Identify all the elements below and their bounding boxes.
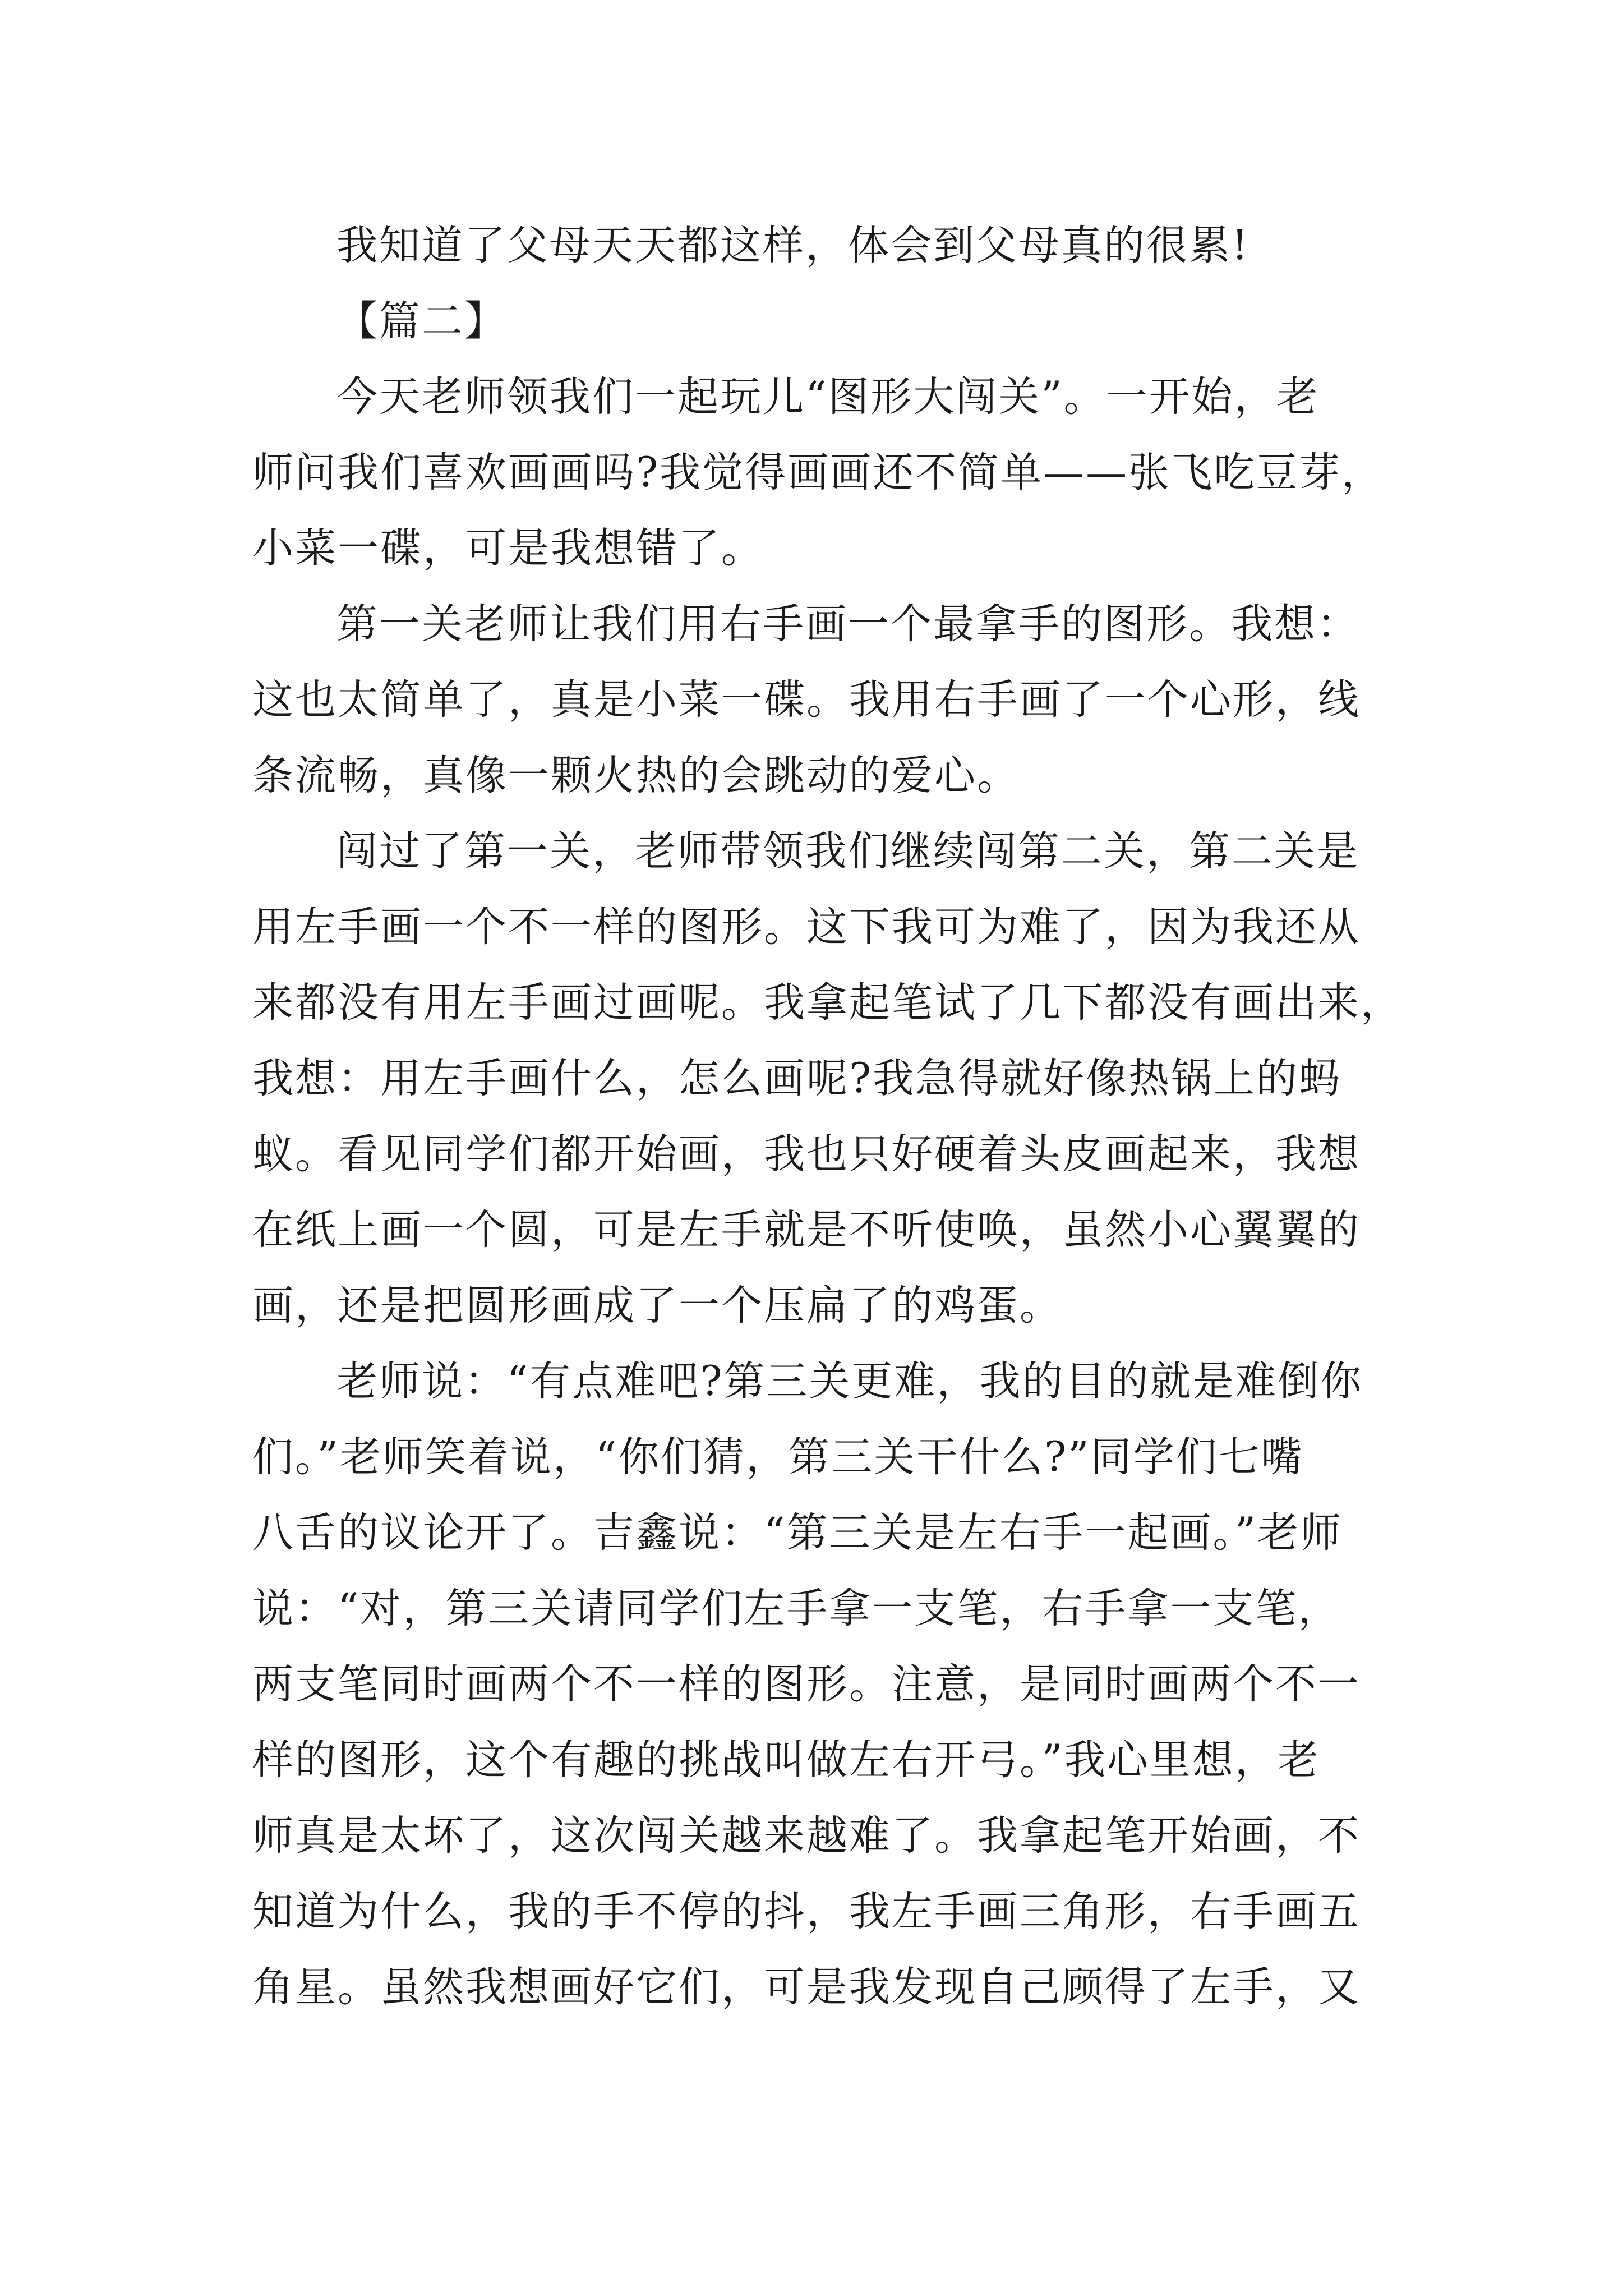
text-line: 我知道了父母天天都这样，体会到父母真的很累!	[336, 222, 1250, 269]
text-line: 条流畅，真像一颗火热的会跳动的爱心。	[252, 752, 1020, 799]
text-line: 说：“对，第三关请同学们左手拿一支笔，右手拿一支笔，	[252, 1585, 1341, 1632]
text-line: 在纸上画一个圆，可是左手就是不听使唤，虽然小心翼翼的	[252, 1206, 1361, 1254]
paragraph-1	[252, 208, 1391, 283]
text-line: 今天老师领我们一起玩儿“图形大闯关”。一开始，老	[336, 373, 1320, 421]
text-line: 们。”老师笑着说，“你们猜，第三关干什么?”同学们七嘴	[252, 1433, 1304, 1481]
section-heading	[252, 283, 1391, 359]
text-line: 画，还是把圆形画成了一个压扁了的鸡蛋。	[252, 1282, 1062, 1329]
text-line: 来都没有用左手画过画呢。我拿起笔试了几下都没有画出来，	[252, 979, 1403, 1027]
text-line: 八舌的议论开了。吉鑫说：“第三关是左右手一起画。”老师	[252, 1509, 1343, 1557]
text-line: 师问我们喜欢画画吗?我觉得画画还不简单——张飞吃豆芽，	[252, 449, 1385, 496]
paragraph-5	[252, 1343, 1391, 2025]
text-line: 【篇二】	[336, 297, 507, 345]
paragraph-4	[252, 813, 1403, 1343]
text-line: 知道为什么，我的手不停的抖，我左手画三角形，右手画五	[252, 1888, 1361, 1935]
text-line: 两支笔同时画两个不一样的图形。注意，是同时画两个不一	[252, 1660, 1361, 1708]
text-line: 闯过了第一关，老师带领我们继续闯第二关，第二关是	[336, 827, 1359, 875]
text-line: 样的图形，这个有趣的挑战叫做左右开弓。”我心里想，老	[252, 1736, 1320, 1784]
text-line: 用左手画一个不一样的图形。这下我可为难了，因为我还从	[252, 903, 1361, 951]
paragraph-2	[252, 359, 1391, 586]
text-line: 第一关老师让我们用右手画一个最拿手的图形。我想：	[336, 600, 1359, 648]
text-line: 老师说：“有点难吧?第三关更难，我的目的就是难倒你	[336, 1358, 1363, 1405]
text-line: 师真是太坏了，这次闯关越来越难了。我拿起笔开始画，不	[252, 1812, 1361, 1860]
text-line: 蚁。看见同学们都开始画，我也只好硬着头皮画起来，我想	[252, 1130, 1361, 1178]
text-line: 小菜一碟，可是我想错了。	[252, 524, 764, 572]
document-body	[252, 208, 1403, 2025]
paragraph-3	[252, 586, 1391, 813]
text-line: 角星。虽然我想画好它们，可是我发现自己顾得了左手，又	[252, 1963, 1361, 2011]
text-line: 我想：用左手画什么，怎么画呢?我急得就好像热锅上的蚂	[252, 1055, 1342, 1102]
text-line: 这也太简单了，真是小菜一碟。我用右手画了一个心形，线	[252, 676, 1361, 724]
